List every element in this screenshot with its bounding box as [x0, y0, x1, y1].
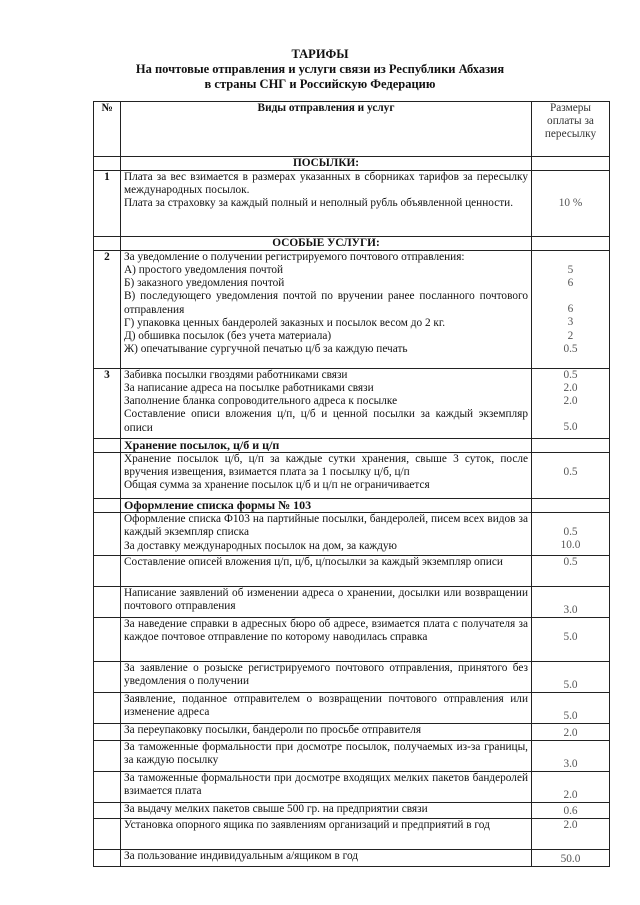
- row-description: За переупаковку посылки, бандероли по просьбе отправителя: [121, 724, 532, 741]
- row-value: 3.0: [532, 741, 610, 772]
- row-value: 50.0: [532, 850, 610, 867]
- table-row: [94, 724, 610, 741]
- row-description: Оформление списка Ф103 на партийные посылки, бандеролей, писем всех видов за каждый экземпляр списка За доставку международных посылок на дом, за каждую: [121, 513, 532, 556]
- document-subtitle-2: в страны СНГ и Российскую Федерацию: [204, 77, 436, 91]
- row-value: 2.0: [532, 772, 610, 803]
- row-value: 2.0: [532, 724, 610, 741]
- document-title: ТАРИФЫ: [291, 47, 349, 61]
- row-description: Забивка посылки гвоздями работниками связи За написание адреса на посылке работниками связи Заполнение бланка сопроводительного адреса к посылке Составление описи вложения ц/п, ц/б и ценной посылки за каждый экземпляр описи: [121, 369, 532, 439]
- table-row: [94, 819, 610, 850]
- document-subtitle: На почтовые отправления и услуги связи из Республики Абхазия: [135, 62, 505, 76]
- subsection-form-103: Оформление списка формы № 103: [121, 499, 532, 513]
- header-payment-size: Размеры оплаты за пересылку: [532, 102, 610, 157]
- table-row: [94, 741, 610, 772]
- row-description: За таможенные формальности при досмотре посылок, получаемых из-за границы, за каждую посылку: [121, 741, 532, 772]
- row-description: Плата за вес взимается в размерах указанных в сборниках тарифов за пересылку международных посылок. Плата за страховку за каждый полный и неполный рубль объявленной ценности.: [121, 171, 532, 237]
- row-value: 5.0: [532, 662, 610, 693]
- tariff-table: [93, 101, 610, 867]
- subsection-row: [94, 499, 610, 513]
- table-row: [94, 453, 610, 499]
- row-value: 0.5: [532, 556, 610, 587]
- table-row: [94, 369, 610, 439]
- row-value: 5.0: [532, 618, 610, 662]
- subsection-storage: Хранение посылок, ц/б и ц/п: [121, 439, 532, 453]
- row-value: 10 %: [532, 171, 610, 237]
- table-row: [94, 850, 610, 867]
- table-row: [94, 587, 610, 618]
- table-row: [94, 662, 610, 693]
- row-description: Составление описей вложения ц/п, ц/б, ц/посылки за каждый экземпляр описи: [121, 556, 532, 587]
- section-parcels: ПОСЫЛКИ:: [121, 157, 532, 171]
- table-row: [94, 772, 610, 803]
- row-values: 0.5 2.0 2.0 5.0: [532, 369, 610, 439]
- table-row: [94, 693, 610, 724]
- row-description: Заявление, поданное отправителем о возвращении почтового отправления или изменение адреса: [121, 693, 532, 724]
- table-row: [94, 171, 610, 237]
- row-values: 0.5 10.0: [532, 513, 610, 556]
- section-row: [94, 157, 610, 171]
- row-description: За пользование индивидуальным а/ящиком в год: [121, 850, 532, 867]
- table-row: [94, 803, 610, 819]
- row-values: 5 6 6 3 2 0.5: [532, 251, 610, 369]
- row-value: 2.0: [532, 819, 610, 850]
- table-header-row: [94, 102, 610, 157]
- row-description: За наведение справки в адресных бюро об адресе, взимается плата с получателя за каждое почтовое отправление по которому наводилась справка: [121, 618, 532, 662]
- header-number: №: [94, 102, 121, 157]
- row-description: За таможенные формальности при досмотре входящих мелких пакетов бандеролей взимается плата: [121, 772, 532, 803]
- row-description: Написание заявлений об изменении адреса о хранении, досылки или возвращении почтового отправления: [121, 587, 532, 618]
- row-description: Установка опорного ящика по заявлениям организаций и предприятий в год: [121, 819, 532, 850]
- row-value: 5.0: [532, 693, 610, 724]
- row-number: 3: [94, 369, 121, 439]
- table-row: [94, 251, 610, 369]
- header-service-type: Виды отправления и услуг: [121, 102, 532, 157]
- section-special-services: ОСОБЫЕ УСЛУГИ:: [121, 237, 532, 251]
- row-value: 0.6: [532, 803, 610, 819]
- table-row: [94, 556, 610, 587]
- row-description: Хранение посылок ц/б, ц/п за каждые сутки хранения, свыше 3 суток, после вручения извещения, взимается плата за 1 посылку ц/б, ц/п Общая сумма за хранение посылок ц/б и ц/п не ограничивается: [121, 453, 532, 499]
- section-row: [94, 237, 610, 251]
- row-description: За уведомление о получении регистрируемого почтового отправления: А) простого уведомления почтой Б) заказного уведомления почтой В) последующего уведомления почтой по вручении ранее посланного почтового отправления Г) упаковка ценных бандеролей заказных и посылок весом до 2 кг. Д) обшивка посылок (без учета материала) Ж) опечатывание сургучной печатью ц/б за каждую печать: [121, 251, 532, 369]
- row-value: 0.5: [532, 453, 610, 499]
- row-description: За выдачу мелких пакетов свыше 500 гр. на предприятии связи: [121, 803, 532, 819]
- row-number: 2: [94, 251, 121, 369]
- subsection-row: [94, 439, 610, 453]
- table-row: [94, 513, 610, 556]
- row-number: 1: [94, 171, 121, 237]
- row-value: 3.0: [532, 587, 610, 618]
- table-row: [94, 618, 610, 662]
- row-description: За заявление о розыске регистрируемого почтового отправления, принятого без уведомления о получении: [121, 662, 532, 693]
